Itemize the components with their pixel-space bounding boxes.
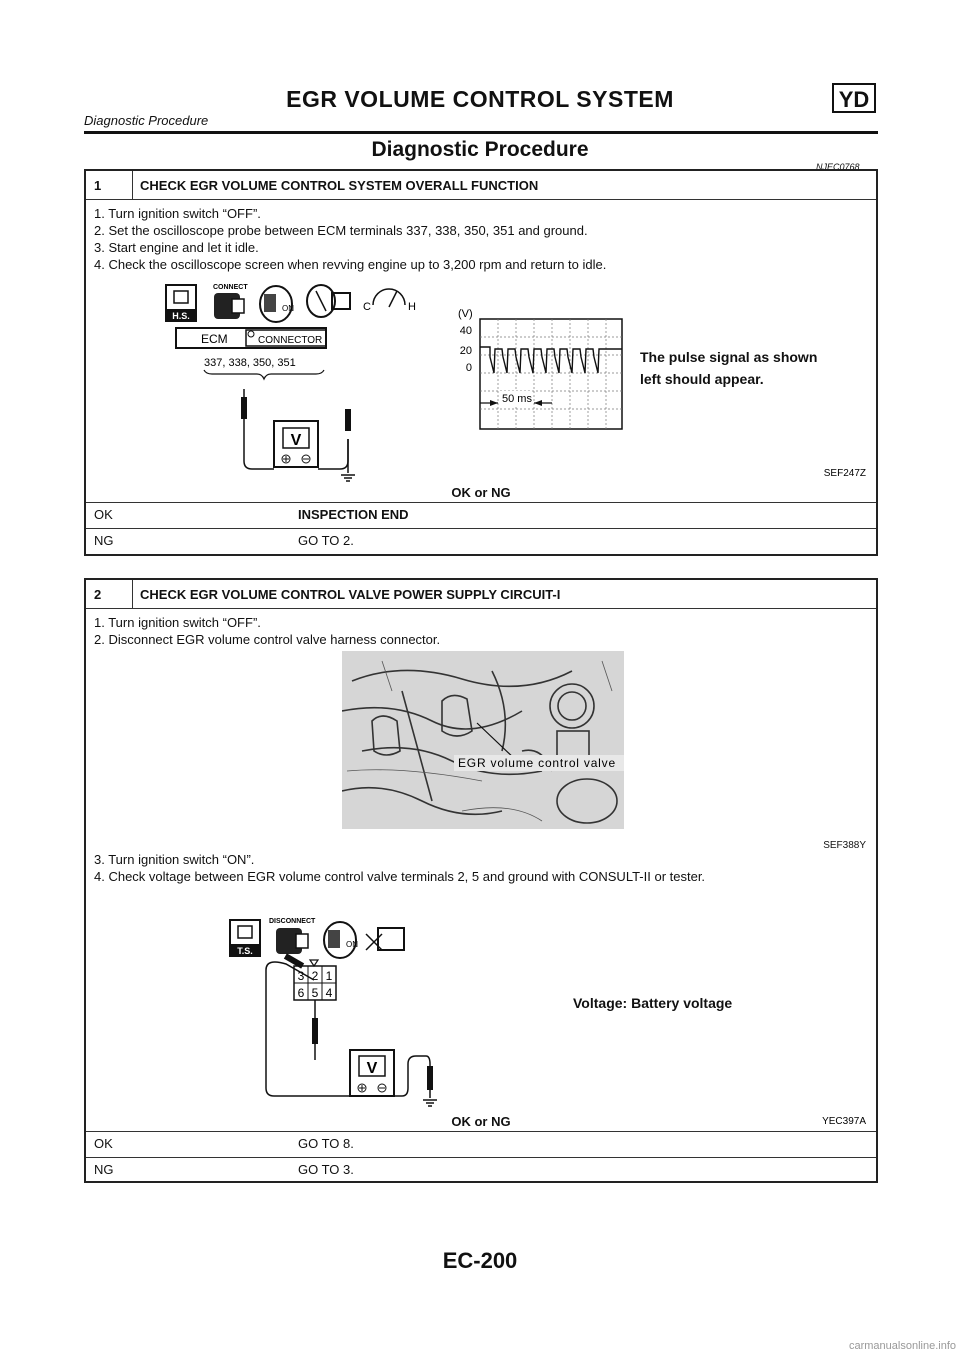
figure-code: SEF247Z	[823, 468, 866, 479]
header-rule	[84, 131, 878, 134]
voltmeter-icon	[274, 421, 318, 467]
ecm-connector	[176, 328, 326, 379]
oscilloscope-screen	[458, 308, 622, 429]
page-header-subtitle: Diagnostic Procedure	[84, 113, 209, 128]
step2-title-row	[86, 580, 876, 609]
step1-result-ng	[86, 528, 876, 554]
figure-code: YEC397A	[822, 1116, 866, 1127]
meter-label: V	[290, 432, 302, 449]
gauge-c-label: C	[363, 301, 371, 313]
engine-running-icon	[307, 285, 350, 317]
disconnect-icon	[269, 918, 316, 954]
result-action: GO TO 3.	[298, 1162, 354, 1177]
result-label: NG	[94, 1162, 114, 1177]
step1-instruction: 2. Set the oscilloscope probe between ECM terminals 337, 338, 350, 351 and ground.	[94, 223, 588, 238]
connector-label: CONNECTOR	[258, 335, 323, 346]
hs-label: H.S.	[172, 311, 190, 321]
step2-number: 2	[94, 587, 102, 602]
step2-diagram	[86, 888, 876, 1131]
scope-unit: (V)	[458, 308, 473, 320]
result-label: OK	[94, 507, 113, 522]
hs-icon	[166, 285, 196, 321]
gauge-h-label: H	[408, 301, 416, 313]
step1-number: 1	[94, 178, 102, 193]
pin: 1	[325, 969, 333, 983]
section-title: Diagnostic Procedure	[371, 138, 589, 161]
step1-instruction: 4. Check the oscilloscope screen when revving engine up to 3,200 rpm and return to idle.	[94, 257, 607, 272]
step2-block	[84, 578, 878, 1183]
pin: 4	[325, 986, 333, 1000]
step1-instruction: 1. Turn ignition switch “OFF”.	[94, 206, 261, 221]
step1-note-line2: left should appear.	[640, 371, 764, 387]
step2-result-ok	[86, 1131, 876, 1158]
step1-instruction: 3. Start engine and let it idle.	[94, 240, 259, 255]
watermark: carmanualsonline.info	[848, 1340, 956, 1352]
step2-title: CHECK EGR VOLUME CONTROL VALVE POWER SUPPLY CIRCUIT-I	[140, 587, 561, 602]
voltmeter-icon	[350, 1050, 394, 1096]
step2-note: Voltage: Battery voltage	[573, 995, 733, 1011]
step2-instruction: 4. Check voltage between EGR volume control valve terminals 2, 5 and ground with CONSULT-II or tester.	[94, 869, 706, 884]
result-label: NG	[94, 533, 114, 548]
result-label: OK	[94, 1136, 113, 1151]
step1-ok-or-ng: OK or NG	[451, 485, 511, 500]
step1-block	[84, 169, 878, 556]
scope-tick: 40	[459, 325, 472, 337]
scope-time: 50 ms	[502, 393, 532, 405]
page-header-title: EGR VOLUME CONTROL SYSTEM	[286, 86, 674, 112]
on-label: ON	[282, 304, 294, 313]
engine-stopped-icon	[366, 928, 404, 950]
step2-instruction: 2. Disconnect EGR volume control valve harness connector.	[94, 632, 441, 647]
pin: 6	[297, 986, 305, 1000]
scope-tick: 20	[459, 345, 472, 357]
disconnect-label: DISCONNECT	[269, 918, 316, 925]
engine-badge: YD	[832, 83, 876, 113]
step-separator	[132, 580, 133, 608]
section-code: NJEC0768	[816, 162, 860, 172]
step-separator	[132, 171, 133, 199]
step1-title: CHECK EGR VOLUME CONTROL SYSTEM OVERALL FUNCTION	[140, 178, 539, 193]
connect-icon	[213, 284, 248, 319]
step1-body	[86, 199, 876, 503]
ecm-label: ECM	[201, 332, 228, 346]
ignition-on-icon	[324, 922, 358, 958]
connect-label: CONNECT	[213, 284, 248, 291]
meter-label: V	[366, 1060, 378, 1077]
step2-body	[86, 608, 876, 1132]
result-action: GO TO 8.	[298, 1136, 354, 1151]
result-action: GO TO 2.	[298, 533, 354, 548]
step2-ok-or-ng: OK or NG	[451, 1114, 511, 1129]
step2-instruction: 1. Turn ignition switch “OFF”.	[94, 615, 261, 630]
on-label: ON	[346, 940, 358, 949]
temperature-gauge-icon	[363, 289, 416, 313]
ts-label: T.S.	[237, 946, 253, 956]
step2-instruction: 3. Turn ignition switch “ON”.	[94, 852, 255, 867]
step1-result-ok	[86, 502, 876, 529]
ignition-on-icon	[260, 286, 294, 322]
step1-title-row	[86, 171, 876, 200]
ecm-terminals: 337, 338, 350, 351	[204, 357, 296, 369]
photo-label: EGR volume control valve	[458, 756, 616, 770]
photo-code: SEF388Y	[823, 840, 866, 851]
step1-note-line1: The pulse signal as shown	[640, 349, 818, 365]
ts-icon	[230, 920, 260, 956]
pin: 5	[311, 986, 319, 1000]
pin: 2	[311, 969, 319, 983]
scope-tick: 0	[465, 362, 472, 374]
step1-note	[640, 346, 817, 390]
engine-bay-photo	[342, 651, 624, 829]
step2-result-ng	[86, 1157, 876, 1183]
page-number: EC-200	[442, 1248, 518, 1273]
pin: 3	[297, 969, 305, 983]
result-action: INSPECTION END	[298, 507, 409, 522]
